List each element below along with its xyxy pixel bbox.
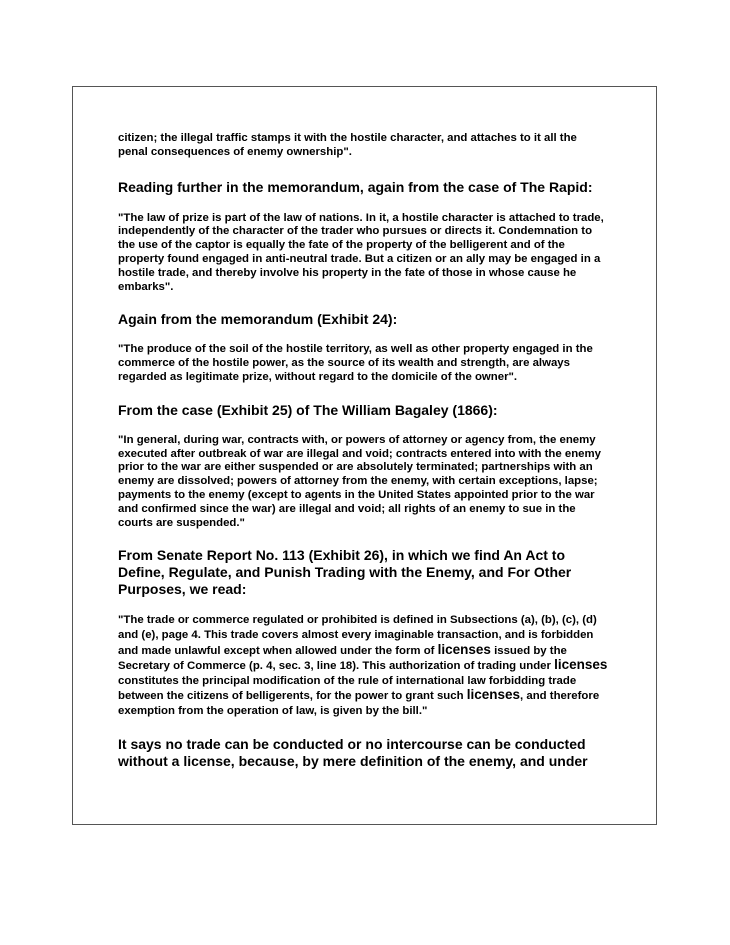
- highlighted-term: licenses: [437, 641, 491, 657]
- highlighted-term: licenses: [466, 687, 521, 703]
- quote-paragraph: citizen; the illegal traffic stamps it with the hostile character, and attaches to it all the penal consequences of enemy ownership".: [118, 132, 577, 158]
- quote-paragraph: "The law of prize is part of the law of nations. In it, a hostile character is attached to trade, independently of the character of the trader who pursues or directs it. Condemnation to the use of the captor is equally the fate of the property of the belligerent and of the property found engaged in anti-neutral trade. But a citizen or an ally may be engaged in a hostile trade, and thereby involve his property in the fate of those in whose cause he embarks".: [118, 211, 604, 293]
- section-heading: From Senate Report No. 113 (Exhibit 26), in which we find An Act to Define, Regulate, and Punish Trading with the Enemy, and For Other Purposes, we read:: [118, 547, 572, 598]
- quote-paragraph: "The trade or commerce regulated or prohibited is defined in Subsections (a), (b), (c), (d) and (e), page 4. This trade covers almost every imaginable transaction, and is forbidden and made unlawful except when allowed under the form of licenses issued by the Secretary of Commerce (p. 4, sec. 3, line 18). This authorization of trading under licenses constitutes the principal modification of the rule of international law forbidding trade between the citizens of belligerents, for the power to grant such licenses, and therefore exemption from the operation of law, is given by the bill.": [118, 614, 608, 717]
- quote-paragraph: "In general, during war, contracts with, or powers of attorney or agency from, the enemy executed after outbreak of war are illegal and void; contracts entered into with the enemy prior to the war are either suspended or are absolutely terminated; partnerships with an enemy are dissolved; powers of attorney from the enemy, with certain exceptions, lapse; payments to the enemy (except to agents in the United States appointed prior to the war and confirmed since the war) are illegal and void; all rights of an enemy to sue in the courts are suspended.": [118, 433, 601, 529]
- document-body: [118, 132, 608, 770]
- section-heading: Reading further in the memorandum, again from the case of The Rapid:: [118, 178, 593, 195]
- highlighted-term: licenses: [554, 657, 608, 673]
- quote-paragraph: "The produce of the soil of the hostile territory, as well as other property engaged in the commerce of the hostile power, as the source of its wealth and strength, are always regarded as legitimate prize, without regard to the domicile of the owner".: [118, 343, 593, 383]
- section-heading: It says no trade can be conducted or no intercourse can be conducted without a license, because, by mere definition of the enemy, and under: [118, 735, 588, 769]
- section-heading: From the case (Exhibit 25) of The William Bagaley (1866):: [118, 401, 498, 418]
- section-heading: Again from the memorandum (Exhibit 24):: [118, 311, 398, 328]
